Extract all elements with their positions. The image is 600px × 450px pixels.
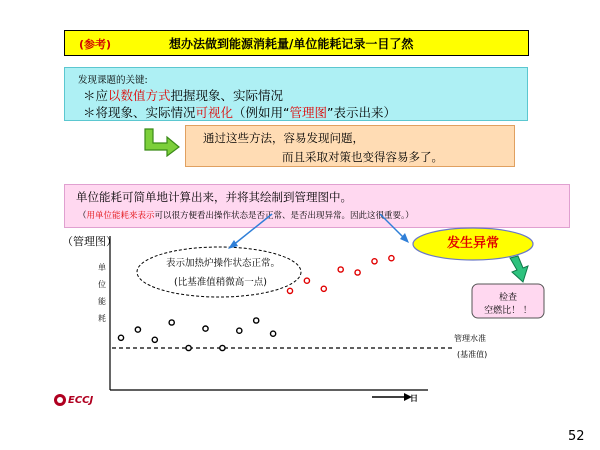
normal-point-4	[169, 320, 174, 325]
normal-point-9	[254, 318, 259, 323]
check-line-1: 检查	[498, 293, 517, 303]
energy-line-2-suffix: 可以很方便看出操作状态是否正常、是否出现异常。因此这很重要。）	[154, 211, 414, 221]
energy-line-2-prefix: （	[78, 211, 87, 221]
key-heading: 发现课题的关键:	[78, 75, 148, 86]
y-label-char-4: 耗	[98, 314, 106, 323]
y-label-char-3: 能	[98, 297, 106, 306]
key-line-2-prefix: ＊将现象、实际情况	[83, 105, 196, 120]
key-line-1-highlight: 以数值方式	[108, 88, 171, 103]
pointer-arrow-left	[232, 214, 272, 246]
abnormal-point-3	[321, 286, 326, 291]
abnormal-point-7	[389, 256, 394, 261]
key-line-1-suffix: 把握现象、实际情况	[170, 88, 284, 103]
anomaly-label: 发生异常	[446, 236, 499, 251]
standard-label-1: 管理水准	[454, 334, 486, 343]
bubble-line-1: 表示加热炉操作状态正常。	[166, 258, 281, 269]
key-line-2-highlight-chart: 管理图	[289, 105, 328, 120]
pointer-arrow-right	[380, 214, 405, 239]
page-title: 想办法做到能源消耗量/单位能耗记录一目了然	[169, 37, 414, 51]
method-line-2: 而且采取对策也变得容易多了。	[282, 150, 443, 164]
normal-point-3	[152, 337, 157, 342]
key-line-2-middle: （例如用“	[233, 105, 290, 120]
abnormal-point-4	[338, 267, 343, 272]
y-label-char-1: 单	[98, 263, 106, 272]
key-line-2-highlight-visualize: 可视化	[195, 105, 234, 120]
standard-label-2: (基准值)	[457, 350, 488, 359]
normal-point-8	[237, 328, 242, 333]
down-arrow-icon	[510, 256, 528, 282]
x-axis-label: 日	[410, 394, 418, 403]
eccj-logo-text: ECCJ	[68, 395, 94, 406]
normal-point-10	[271, 331, 276, 336]
normal-point-6	[203, 326, 208, 331]
chart-title: （管理图）	[62, 235, 117, 248]
check-line-2: 空燃比！ ！	[484, 306, 532, 316]
title-tag: (参考)	[79, 38, 112, 51]
normal-point-2	[135, 327, 140, 332]
page-number: 52	[568, 429, 585, 444]
normal-point-7	[220, 345, 225, 350]
normal-point-1	[118, 335, 123, 340]
key-line-2-suffix: ”表示出来）	[327, 105, 397, 120]
bubble-line-2: (比基准值稍微高一点)	[174, 277, 267, 288]
eccj-logo-inner	[57, 397, 63, 403]
energy-line-2-highlight: 用单位能耗来表示	[86, 211, 155, 221]
abnormal-point-5	[355, 270, 360, 275]
abnormal-point-1	[287, 288, 292, 293]
y-label-char-2: 位	[98, 280, 106, 289]
abnormal-point-2	[304, 278, 309, 283]
key-line-1-prefix: ＊应	[83, 88, 109, 103]
normal-point-5	[186, 345, 191, 350]
energy-line-1: 单位能耗可简单地计算出来，并将其绘制到管理图中。	[76, 190, 352, 204]
method-line-1: 通过这些方法，容易发现问题，	[203, 131, 364, 145]
abnormal-point-6	[372, 259, 377, 264]
